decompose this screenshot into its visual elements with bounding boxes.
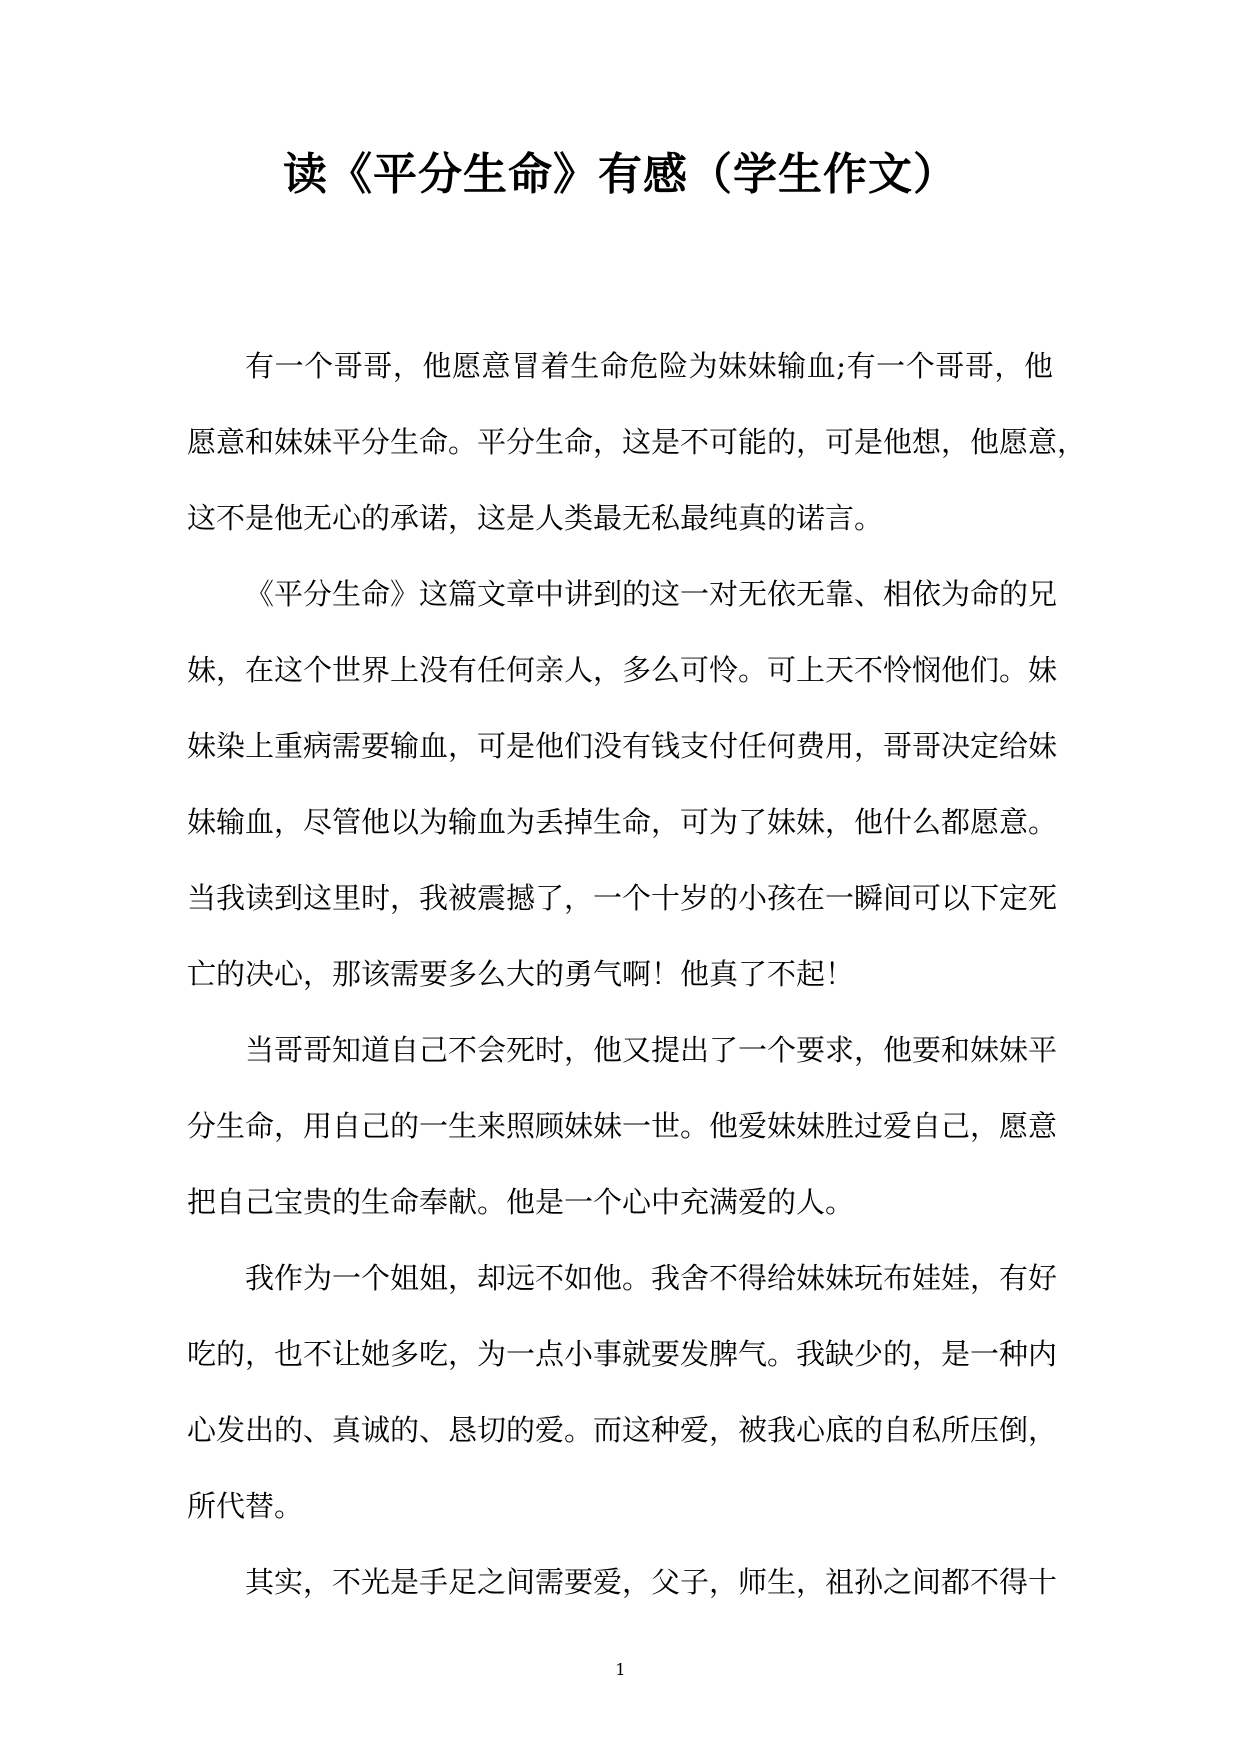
paragraph-2-line-4: 妹输血，尽管他以为输血为丢掉生命，可为了妹妹，他什么都愿意。 [187, 805, 1058, 839]
paragraph-2-line-3: 妹染上重病需要输血，可是他们没有钱支付任何费用，哥哥决定给妹 [187, 729, 1058, 763]
paragraph-2-line-6: 亡的决心，那该需要多么大的勇气啊！他真了不起！ [187, 957, 855, 991]
paragraph-3-line-2: 分生命，用自己的一生来照顾妹妹一世。他爱妹妹胜过爱自己，愿意 [187, 1109, 1058, 1143]
paragraph-1-line-2: 愿意和妹妹平分生命。平分生命，这是不可能的，可是他想，他愿意， [187, 425, 1087, 459]
paragraph-3-line-3: 把自己宝贵的生命奉献。他是一个心中充满爱的人。 [187, 1185, 855, 1219]
document-title: 读《平分生命》有感（学生作文） [283, 149, 958, 200]
paragraph-4-line-3: 心发出的、真诚的、恳切的爱。而这种爱，被我心底的自私所压倒， [187, 1413, 1058, 1447]
paragraph-1-line-3: 这不是他无心的承诺，这是人类最无私最纯真的诺言。 [187, 501, 884, 535]
paragraph-4-line-2: 吃的，也不让她多吃，为一点小事就要发脾气。我缺少的，是一种内 [187, 1337, 1058, 1371]
paragraph-1-line-1: 有一个哥哥，他愿意冒着生命危险为妹妹输血;有一个哥哥，他 [245, 349, 1053, 383]
paragraph-2-line-2: 妹，在这个世界上没有任何亲人，多么可怜。可上天不怜悯他们。妹 [187, 653, 1058, 687]
paragraph-5-line-1: 其实，不光是手足之间需要爱，父子，师生，祖孙之间都不得十 [245, 1565, 1058, 1599]
document-body [187, 328, 1087, 1620]
paragraph-4-line-1: 我作为一个姐姐，却远不如他。我舍不得给妹妹玩布娃娃，有好 [245, 1261, 1058, 1295]
page-number: 1 [615, 1660, 626, 1679]
paragraph-2-line-1: 《平分生命》这篇文章中讲到的这一对无依无靠、相依为命的兄 [245, 577, 1058, 611]
paragraph-4-line-4: 所代替。 [187, 1489, 304, 1523]
paragraph-3-line-1: 当哥哥知道自己不会死时，他又提出了一个要求，他要和妹妹平 [245, 1033, 1058, 1067]
paragraph-2-line-5: 当我读到这里时，我被震撼了，一个十岁的小孩在一瞬间可以下定死 [187, 881, 1058, 915]
